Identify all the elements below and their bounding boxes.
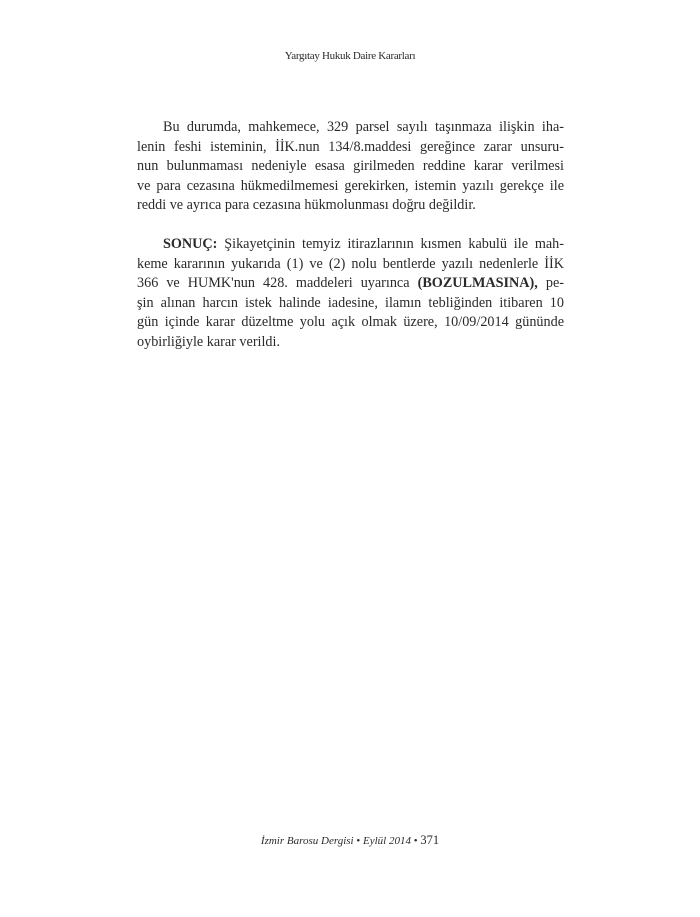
text-line: reddi ve ayrıca para cezasına hükmolunması doğru değildir. [137, 197, 476, 214]
page-number: 371 [420, 833, 440, 847]
text-line: nun bulunmaması nedeniyle esasa girilmeden reddine karar verilmesi [137, 158, 564, 175]
separator: • [413, 835, 418, 847]
text-line: şin alınan harcın istek halinde iadesine, ilamın tebliğinden itibaren 10 [137, 294, 564, 311]
paragraph-assessment [137, 118, 564, 216]
issue-date: Eylül 2014 [362, 835, 411, 847]
separator: • [356, 835, 361, 847]
text-line: ve para cezasına hükmedilmemesi gerekirken, istemin yazılı gerekçe ile [137, 177, 564, 194]
journal-name: İzmir Barosu Dergisi [260, 835, 354, 847]
text-line [137, 274, 564, 294]
text-line: Bu durumda, mahkemece, 329 parsel sayılı taşınmaza ilişkin iha- [163, 119, 564, 135]
text-line: lenin feshi isteminin, İİK.nun 134/8.maddesi gereğince zarar unsuru- [137, 138, 564, 155]
text-span: 366 ve HUMK'nun 428. maddeleri uyarınca [137, 275, 418, 292]
text-line: keme kararının yukarıda (1) ve (2) nolu bentlerde yazılı nedenlerle İİK [137, 255, 564, 272]
text-line [137, 235, 564, 255]
text-span: Şikayetçinin temyiz itirazlarının kısmen kabulü ile mah- [217, 236, 564, 252]
page-footer [0, 833, 700, 848]
conclusion-label: SONUÇ: [163, 236, 218, 252]
running-header: Yargıtay Hukuk Daire Kararları [284, 50, 416, 62]
text-line: gün içinde karar düzeltme yolu açık olmak üzere, 10/09/2014 gününde [137, 314, 564, 331]
text-line: oybirliğiyle karar verildi. [137, 333, 281, 350]
verdict-bold: (BOZULMASINA), [417, 275, 538, 292]
text-span: pe- [537, 275, 564, 292]
paragraph-conclusion [137, 235, 564, 353]
